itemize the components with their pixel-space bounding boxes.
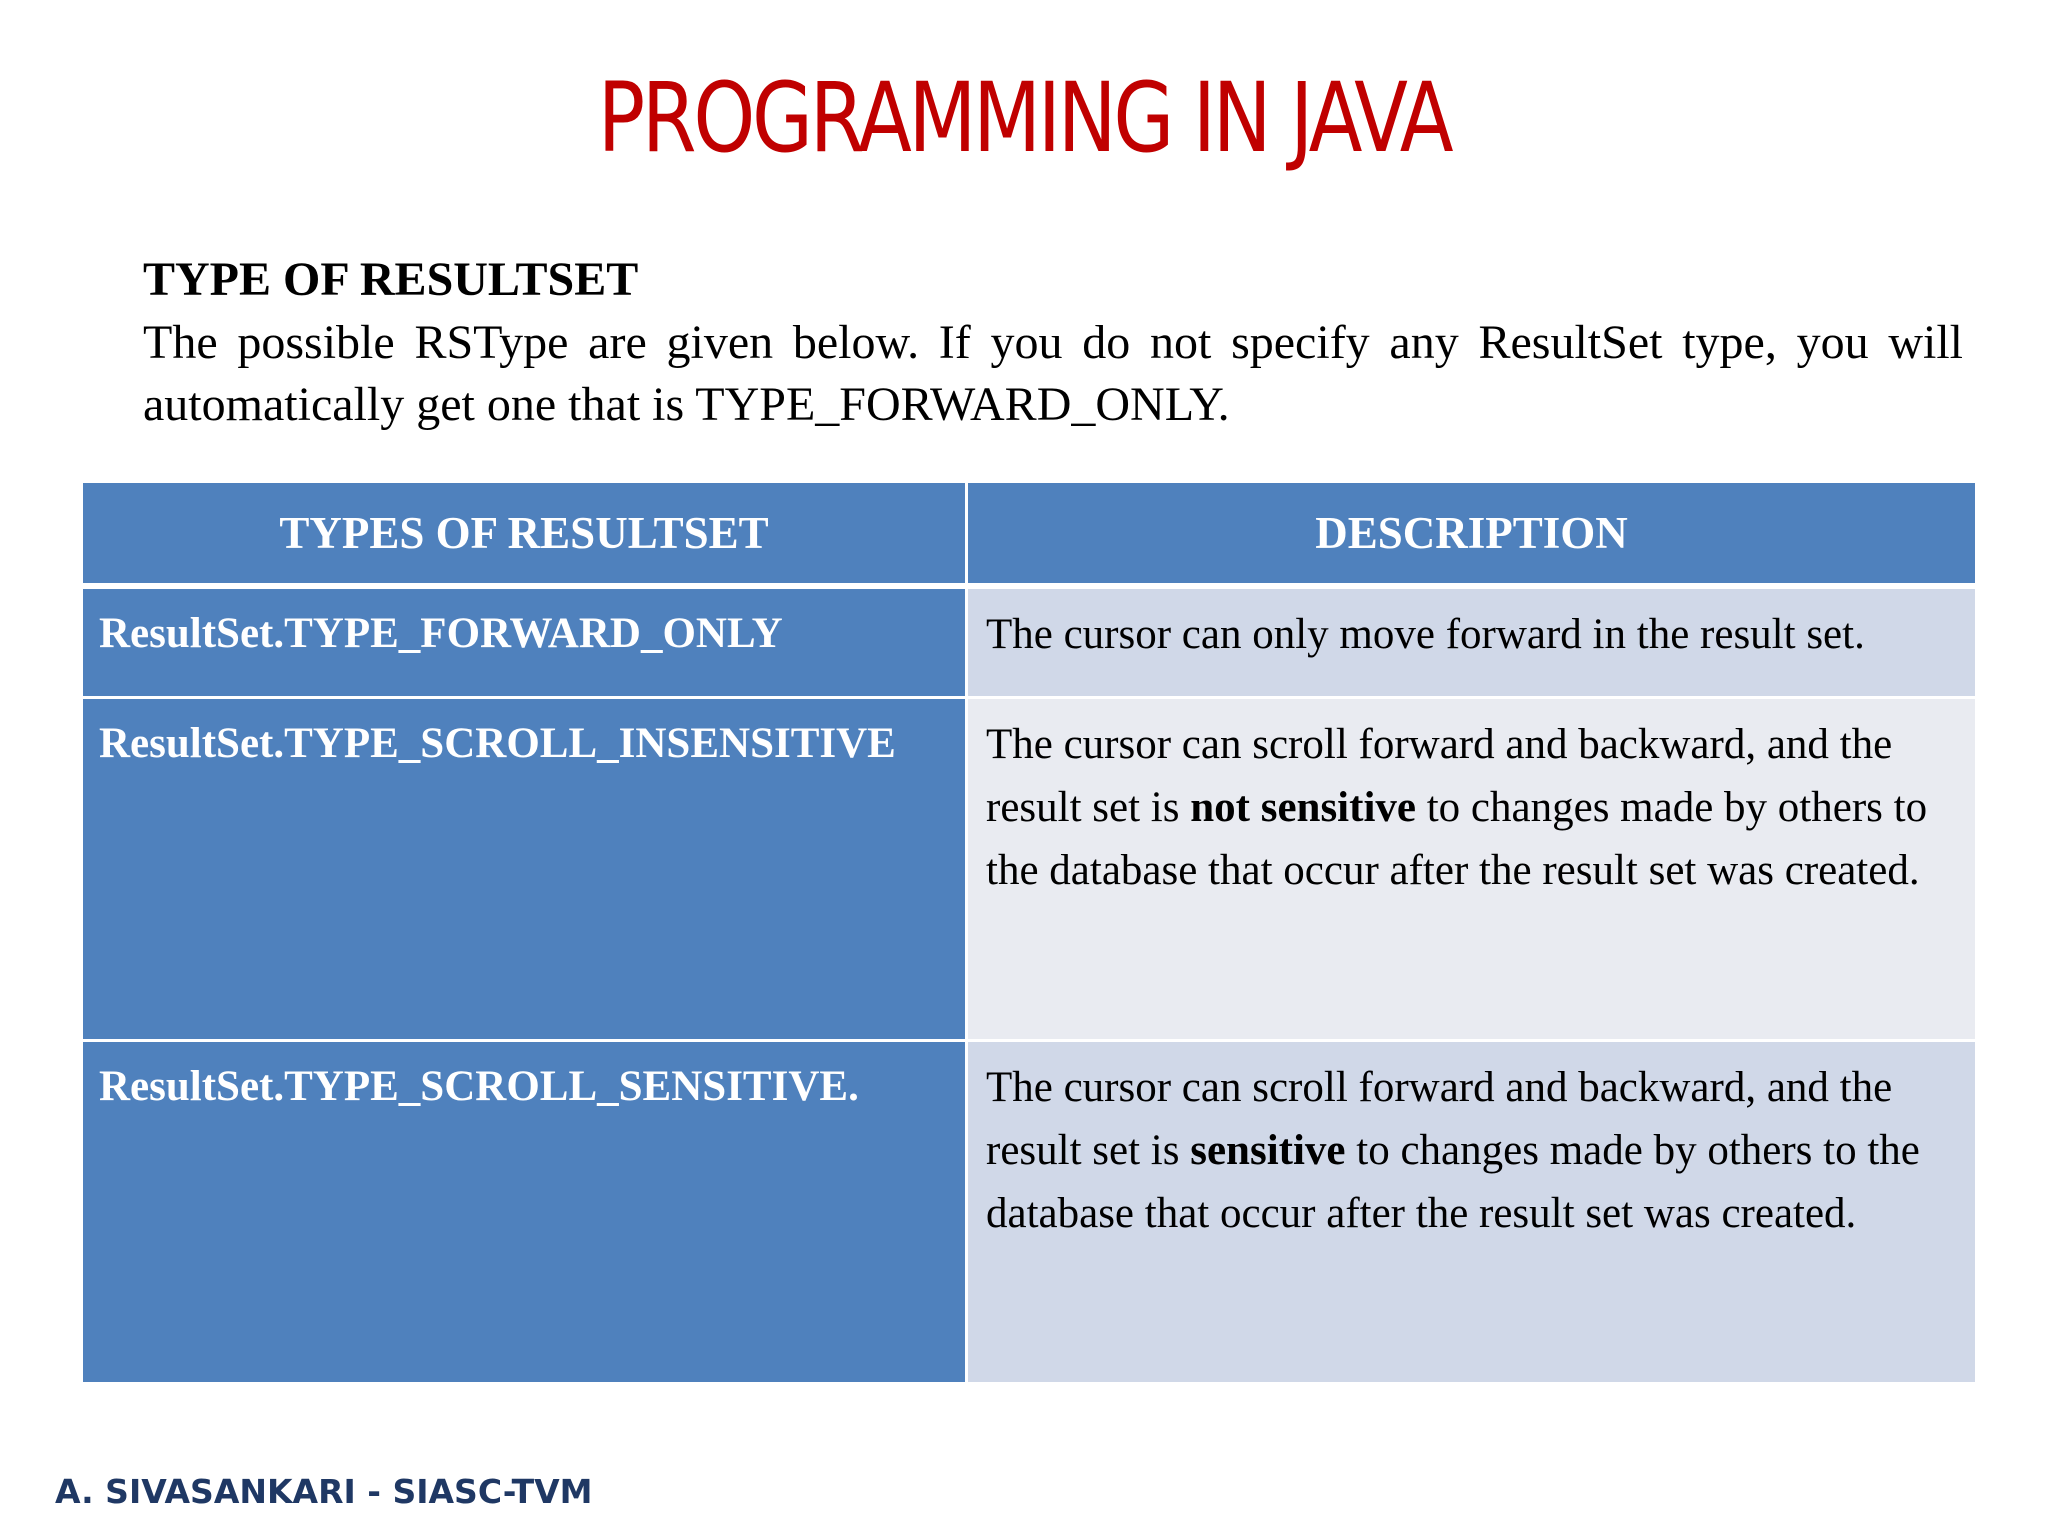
description-text: The cursor can scroll forward and backward, and the result set is [986, 1063, 1893, 1174]
table-header-row [82, 482, 1977, 587]
description-text-rest: to changes made by others to the database that occur after the result set was created. [986, 1126, 1920, 1237]
table-row [82, 586, 1977, 697]
slide-title: PROGRAMMING IN JAVA [597, 62, 1451, 174]
description-cell [967, 586, 1977, 697]
table-row [82, 697, 1977, 1040]
table-row [82, 1040, 1977, 1383]
description-cell [967, 1040, 1977, 1383]
description-text-rest: to changes made by others to the database that occur after the result set was created. [986, 783, 1928, 894]
description-text: The cursor can scroll forward and backward, and the result set is [986, 720, 1893, 831]
description-emphasis: not sensitive [1190, 783, 1416, 831]
footer-author: A. SIVASANKARI - SIASC-TVM [55, 1472, 593, 1511]
description-emphasis: sensitive [1190, 1126, 1346, 1174]
intro-paragraph: The possible RSType are given below. If you do not specify any ResultSet type, you will automatically get one that is TYPE_FORWARD_ONLY. [143, 316, 1963, 431]
type-cell: ResultSet.TYPE_SCROLL_SENSITIVE. [82, 1040, 967, 1383]
description-cell [967, 697, 1977, 1040]
description-text: The cursor can only move forward in the result set. [986, 611, 1865, 658]
type-cell: ResultSet.TYPE_FORWARD_ONLY [82, 586, 967, 697]
header-types: TYPES OF RESULTSET [82, 482, 967, 587]
type-cell: ResultSet.TYPE_SCROLL_INSENSITIVE [82, 697, 967, 1040]
section-heading: TYPE OF RESULTSET [143, 253, 639, 306]
resultset-types-table [80, 480, 1978, 1385]
header-description: DESCRIPTION [967, 482, 1977, 587]
